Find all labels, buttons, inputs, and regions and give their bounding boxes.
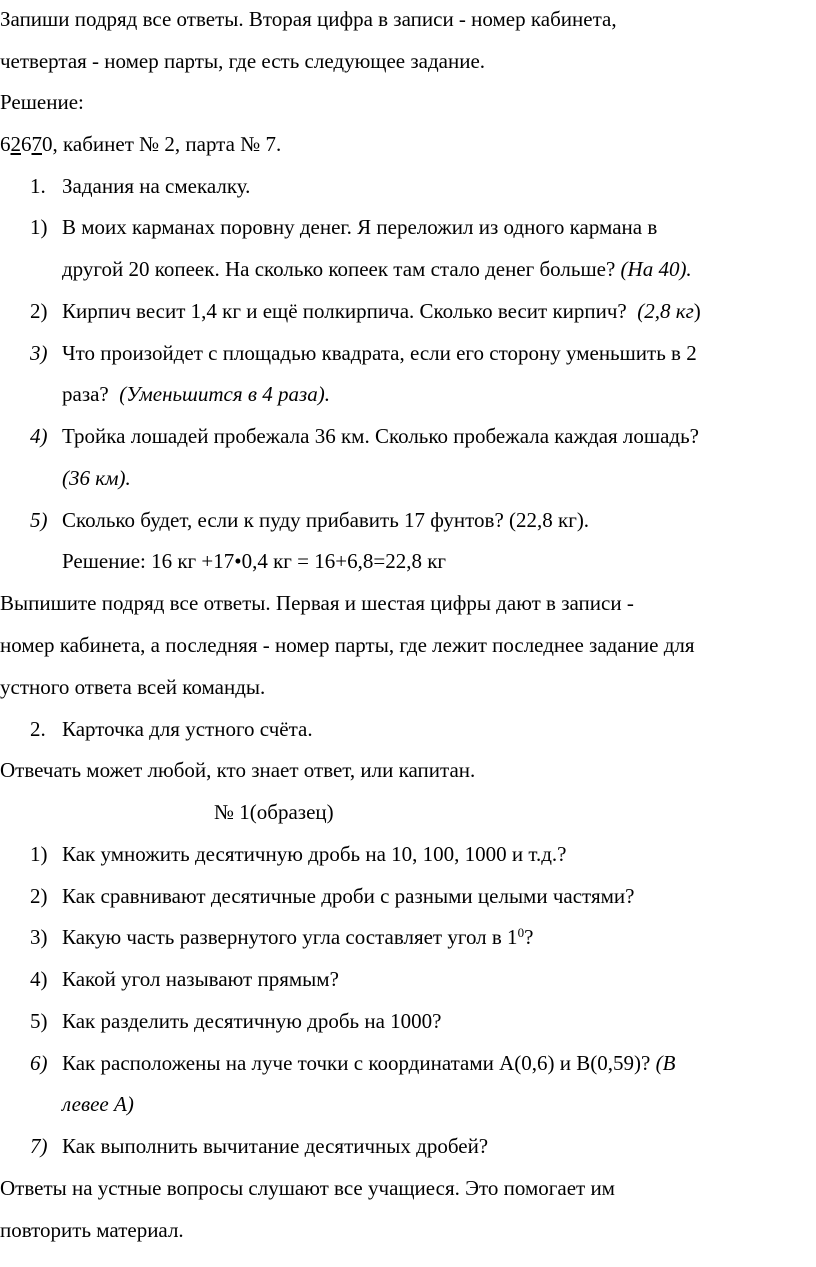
riddle-2-close: ): [693, 299, 701, 323]
riddle-5-marker: 5): [30, 508, 48, 532]
question-3-line: [62, 924, 533, 950]
question-3-tail: ?: [524, 925, 534, 949]
riddle-3-marker: 3): [30, 341, 48, 365]
question-3-degree: 0: [517, 925, 525, 940]
question-7-marker: 7): [30, 1134, 48, 1158]
middle-line-2: номер кабинета, а последняя - номер парты, где лежит последнее задание для: [0, 633, 695, 657]
question-6-line: [62, 1050, 675, 1076]
question-6-answer-part-1: (В: [655, 1051, 676, 1075]
question-1-marker: 1): [30, 842, 48, 866]
riddle-3-answer: (Уменьшится в 4 раза).: [119, 382, 330, 406]
section-2-title: Карточка для устного счёта.: [62, 717, 313, 741]
riddle-1-line-1: В моих карманах поровну денег. Я переложил из одного кармана в: [62, 215, 658, 239]
question-2-marker: 2): [30, 884, 48, 908]
intro-line-1: Запиши подряд все ответы. Вторая цифра в записи - номер кабинета,: [0, 7, 617, 31]
question-1-text: Как умножить десятичную дробь на 10, 100, 1000 и т.д.?: [62, 842, 567, 866]
answer-digit-1: 6: [0, 132, 11, 156]
section-2-note: Отвечать может любой, кто знает ответ, или капитан.: [0, 758, 476, 782]
answer-digit-3: 6: [21, 132, 32, 156]
riddle-5-line-1: Сколько будет, если к пуду прибавить 17 фунтов? (22,8 кг).: [62, 508, 590, 532]
question-2-text: Как сравнивают десятичные дроби с разными целыми частями?: [62, 884, 635, 908]
intro-line-2: четвертая - номер парты, где есть следующее задание.: [0, 49, 486, 73]
question-5-text: Как разделить десятичную дробь на 1000?: [62, 1009, 442, 1033]
riddle-2-marker: 2): [30, 299, 48, 323]
solution-label: Решение:: [0, 90, 84, 114]
answer-digit-4: 7: [31, 132, 42, 156]
section-1-number: 1.: [30, 174, 46, 198]
section-2-number: 2.: [30, 717, 46, 741]
question-4-text: Какой угол называют прямым?: [62, 967, 339, 991]
closing-line-2: повторить материал.: [0, 1218, 184, 1242]
riddle-2-line: [62, 298, 701, 324]
question-6-answer-part-2: левее А): [62, 1092, 134, 1116]
riddle-1-answer: (На 40).: [615, 257, 692, 281]
riddle-2-answer: (2,8 кг: [637, 299, 694, 323]
question-5-marker: 5): [30, 1009, 48, 1033]
closing-line-1: Ответы на устные вопросы слушают все учащиеся. Это помогает им: [0, 1176, 615, 1200]
question-3-text: Какую часть развернутого угла составляет угол в 1: [62, 925, 518, 949]
riddle-2-text: Кирпич весит 1,4 кг и ещё полкирпича. Сколько весит кирпич?: [62, 299, 627, 323]
riddle-1-marker: 1): [30, 215, 48, 239]
middle-line-1: Выпишите подряд все ответы. Первая и шестая цифры дают в записи -: [0, 591, 634, 615]
answer-rest: , кабинет № 2, парта № 7.: [52, 132, 282, 156]
riddle-1-text: другой 20 копеек. На сколько копеек там стало денег больше?: [62, 257, 616, 281]
riddle-1-line-2: [62, 256, 692, 282]
question-6-text: Как расположены на луче точки с координатами А(0,6) и В(0,59)?: [62, 1051, 651, 1075]
question-6-marker: 6): [30, 1051, 48, 1075]
card-title: № 1(образец): [214, 800, 334, 824]
answer-line: [0, 131, 281, 157]
question-7-text: Как выполнить вычитание десятичных дробей?: [62, 1134, 489, 1158]
middle-line-3: устного ответа всей команды.: [0, 675, 266, 699]
riddle-3-line-1: Что произойдет с площадью квадрата, если его сторону уменьшить в 2: [62, 341, 697, 365]
answer-digit-5: 0: [42, 132, 53, 156]
section-1-title: Задания на смекалку.: [62, 174, 251, 198]
question-3-marker: 3): [30, 925, 48, 949]
riddle-5-solution: Решение: 16 кг +17•0,4 кг = 16+6,8=22,8 кг: [62, 549, 447, 573]
riddle-3-text: раза?: [62, 382, 109, 406]
riddle-4-answer: (36 км).: [62, 466, 131, 490]
riddle-4-line-1: Тройка лошадей пробежала 36 км. Сколько пробежала каждая лошадь?: [62, 424, 699, 448]
riddle-3-line-2: [62, 381, 330, 407]
question-4-marker: 4): [30, 967, 48, 991]
riddle-4-marker: 4): [30, 424, 48, 448]
answer-digit-2: 2: [10, 132, 21, 156]
